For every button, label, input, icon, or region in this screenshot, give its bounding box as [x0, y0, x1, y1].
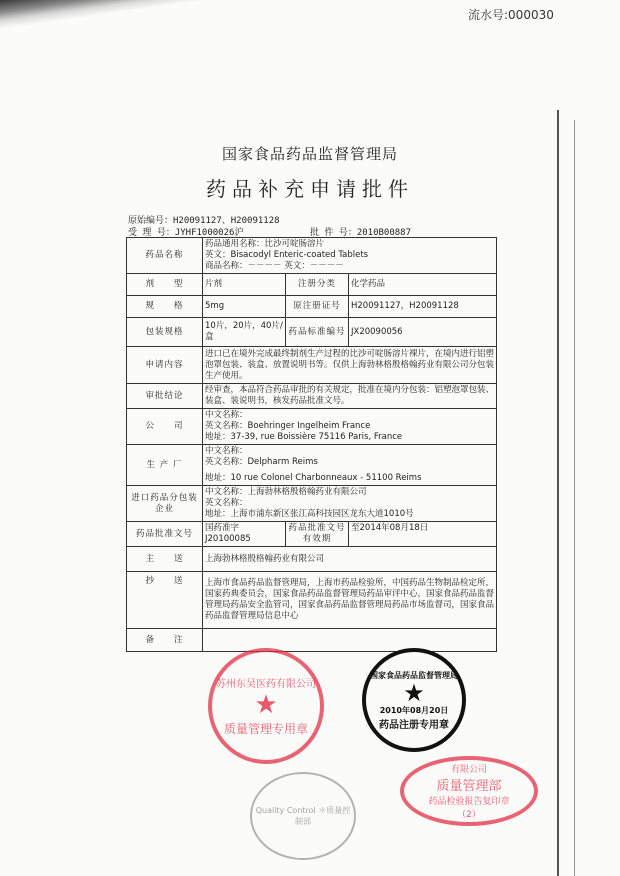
approval-table [126, 237, 497, 652]
quality-control-stamp [250, 772, 356, 860]
cc-recipients: 上海市食品药品监督管理局，上海市药品检验所，中国药品生物制品检定所，国家药典委员会，国家食品药品监督管理局药品审评中心，国家食品药品监督管理局药品安全监管司，国家食品药品监督管理局药品市场监督司，国家食品药品监督管理局信息中心 [203, 572, 497, 629]
packer-cell [203, 486, 497, 522]
row-label: 规 格 [127, 296, 203, 318]
table-row [127, 547, 497, 572]
manufacturer-cell [203, 445, 497, 486]
validity-date: 至2014年08月18日 [349, 522, 497, 547]
row-label: 药品名称 [127, 238, 203, 274]
agency-name: 国家食品药品监督管理局 [221, 145, 398, 163]
original-registration: H20091127，H20091128 [349, 296, 497, 318]
row-label: 生 产 厂 [127, 445, 203, 486]
acceptance-number: 受 理 号：JYHF1000026沪 [128, 228, 244, 238]
row-label: 原注册证号 [286, 296, 349, 318]
row-label: 药品批准文号有效期 [286, 522, 349, 547]
row-label: 包装规格 [127, 318, 203, 347]
stamp-text: （2） [457, 810, 481, 820]
row-label: 申请内容 [127, 347, 203, 384]
application-content: 进口已在境外完成最终制剂生产过程的比沙可啶肠溶片裸片，在境内进行铝塑泡罩包装、装盒、放置说明书等。仅供上海勃林格殷格翰药业有限公司分包装生产使用。 [203, 347, 497, 384]
table-row [127, 445, 497, 486]
stamp-text: 药品注册专用章 [379, 719, 449, 731]
packer-en: 英文名称： [205, 498, 248, 508]
qa-department-stamp [400, 756, 538, 826]
star-icon: ★ [403, 678, 425, 707]
packer-address: 地址：上海市浦东新区张江高科技园区龙东大道1010号 [205, 509, 414, 519]
table-row [127, 572, 497, 629]
row-label: 审批结论 [127, 384, 203, 409]
company-en: 英文名称：Boehringer Ingelheim France [205, 421, 371, 431]
table-row [127, 409, 497, 445]
stamp-text: 质量管理部 [436, 779, 502, 794]
row-label: 备 注 [127, 629, 203, 652]
stamp-text: 质量管理专用章 [223, 722, 308, 736]
row-label: 药品批准文号 [127, 522, 203, 547]
row-label: 抄 送 [127, 572, 203, 629]
stamp-date: 2010年08月20日 [379, 705, 449, 715]
stamp-text: 国家食品药品监督管理局 [370, 670, 458, 680]
specification: 5mg [203, 296, 286, 318]
table-row [127, 274, 497, 296]
maker-cn: 中文名称： [205, 446, 248, 456]
approval-conclusion: 经审查，本品符合药品审批的有关规定，批准在境内分包装：铝塑泡罩包装、装盒、装说明书，核发药品批准文号。 [203, 384, 497, 409]
table-row [127, 238, 497, 274]
row-label: 主 送 [127, 547, 203, 572]
table-row [127, 296, 497, 318]
company-quality-stamp [208, 648, 324, 764]
stamp-text: 苏州东吴医药有限公司 [216, 679, 316, 690]
stamp-text: 有限公司 [450, 765, 487, 775]
approval-number: 批 件 号：2010B00887 [310, 228, 412, 238]
table-row [127, 486, 497, 522]
company-address: 地址：37-39, rue Boissière 75116 Paris, France [205, 432, 403, 442]
maker-en: 英文名称：Delpharm Reims [205, 457, 318, 467]
star-icon: ★ [254, 690, 278, 720]
table-row [127, 384, 497, 409]
trade-name: 商品名称：－－－－ 英文：－－－－ [205, 261, 344, 271]
scan-edge [557, 110, 559, 876]
stamp-text: Quality Control ＊质量控制部 [255, 806, 351, 826]
table-row [127, 629, 497, 652]
serial-number: 流水号:000030 [468, 8, 554, 22]
row-label: 公 司 [127, 409, 203, 445]
company-cell [203, 409, 497, 445]
packer-cn: 中文名称：上海勃林格殷格翰药业有限公司 [205, 487, 367, 497]
table-row [127, 522, 497, 547]
row-label: 进口药品分包装企业 [127, 486, 203, 522]
package-spec: 10片，20片，40片/盒 [203, 318, 286, 347]
maker-address: 地址：10 rue Colonel Charbonneaux - 51100 Reims [205, 473, 422, 483]
row-label: 注册分类 [286, 274, 349, 296]
standard-number: JX20090056 [349, 318, 497, 347]
row-label: 剂 型 [127, 274, 203, 296]
table-row [127, 318, 497, 347]
main-recipient: 上海勃林格殷格翰药业有限公司 [203, 547, 497, 572]
scan-edge [574, 120, 575, 876]
document-title: 药品补充申请批件 [206, 177, 414, 201]
drug-name-cell [203, 238, 497, 274]
original-number: 原始编号：H20091127、H20091128 [128, 216, 280, 226]
stamp-text: 药品检验报告复印章 [428, 797, 510, 807]
registration-class: 化学药品 [349, 274, 497, 296]
sfda-registration-stamp [362, 648, 466, 752]
approval-code: 国药准字J20100085 [203, 522, 286, 547]
company-cn: 中文名称： [205, 410, 248, 420]
dosage-form: 片剂 [203, 274, 286, 296]
row-label: 药品标准编号 [286, 318, 349, 347]
table-row [127, 347, 497, 384]
remark [203, 629, 497, 652]
generic-name: 药品通用名称：比沙可啶肠溶片 [205, 239, 325, 249]
english-name: 英文：Bisacodyl Enteric-coated Tablets [205, 250, 369, 260]
